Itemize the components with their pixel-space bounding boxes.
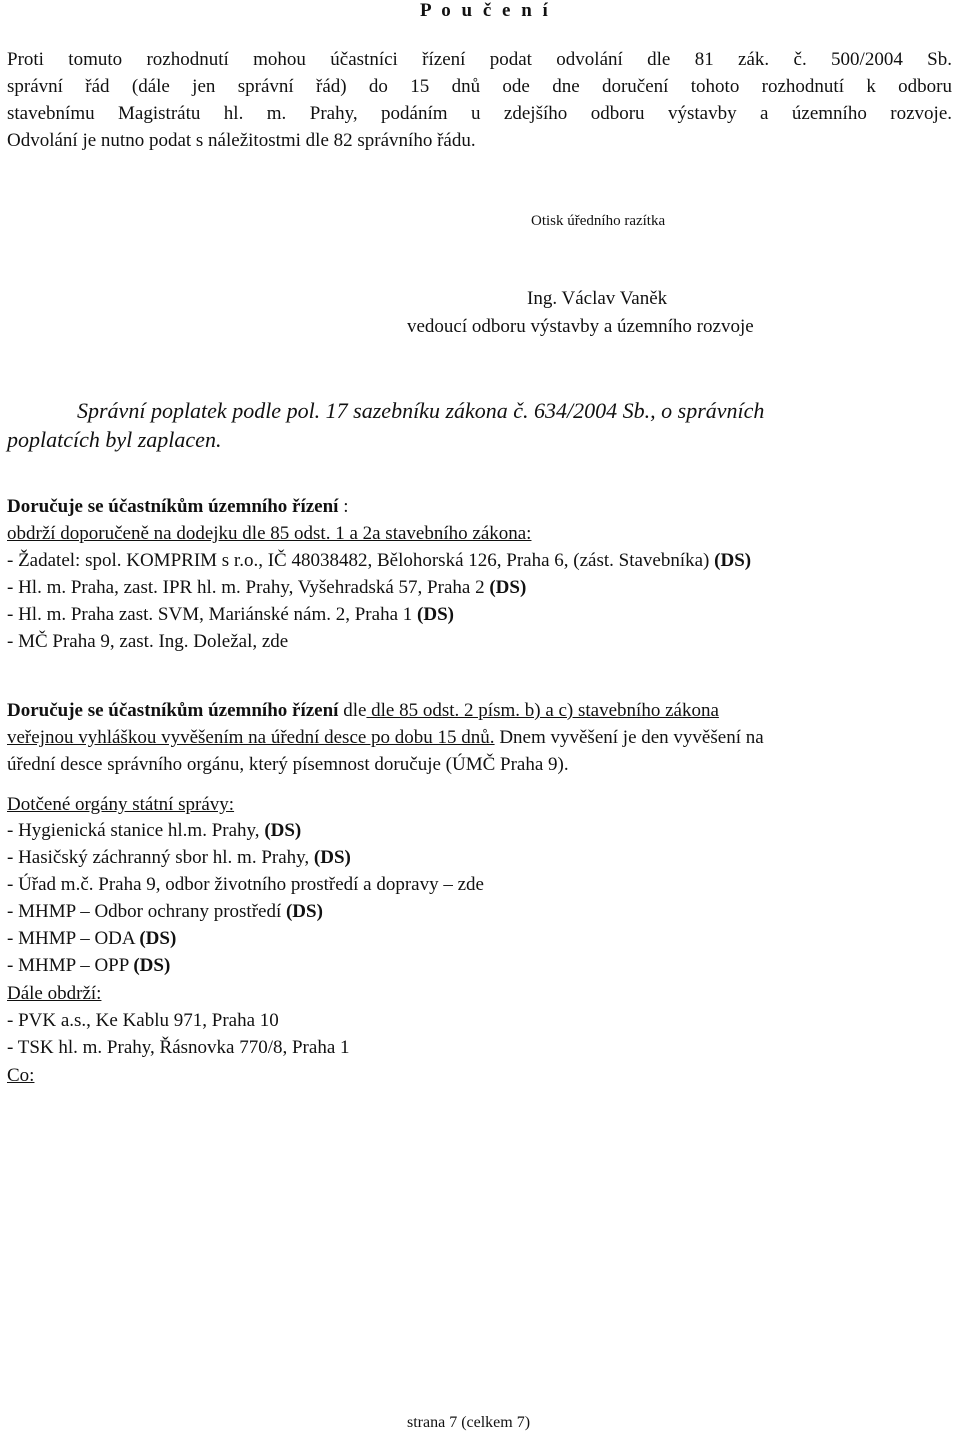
public-delivery-line-2: veřejnou vyhláškou vyvěšením na úřední desce po dobu 15 dnů. Dnem vyvěšení je den vyvěšení na [7, 727, 764, 748]
delivery-heading-rest: : [338, 496, 349, 517]
list-item: - TSK hl. m. Prahy, Řásnovka 770/8, Praha 1 [7, 1037, 350, 1058]
delivery-heading [7, 496, 348, 518]
list-item: - Hl. m. Praha zast. SVM, Mariánské nám. 2, Praha 1 (DS) [7, 604, 454, 625]
list-item: - Žadatel: spol. KOMPRIM s r.o., IČ 48038482, Bělohorská 126, Praha 6, (zást. Stavebníka) (DS) [7, 550, 752, 571]
list-item: - Hl. m. Praha, zast. IPR hl. m. Prahy, Vyšehradská 57, Praha 2 (DS) [7, 577, 527, 598]
stamp-placeholder: Otisk úředního razítka [531, 213, 666, 229]
public-delivery-line-1: Doručuje se účastníkům územního řízení dle dle 85 odst. 2 písm. b) a c) stavebního zákona [7, 700, 719, 721]
list-item: - Hasičský záchranný sbor hl. m. Prahy, (DS) [7, 847, 351, 868]
copy-label: Co: [7, 1065, 35, 1086]
page-title: P o u č e n í [420, 0, 551, 21]
fee-line-1: Správní poplatek podle pol. 17 sazebníku zákona č. 634/2004 Sb., o správních [77, 398, 765, 423]
list-item: - MČ Praha 9, zast. Ing. Doležal, zde [7, 631, 289, 652]
others-heading: Dále obdrží: [7, 983, 102, 1004]
appeal-line-4: Odvolání je nutno podat s náležitostmi dle 82 správního řádu. [7, 130, 476, 151]
appeal-line-1: Proti tomuto rozhodnutí mohou účastníci řízení podat odvolání dle 81 zák. č. 500/2004 Sb. [7, 49, 952, 70]
list-item: - MHMP – OPP (DS) [7, 955, 171, 976]
appeal-line-2: správní řád (dále jen správní řád) do 15 dnů ode dne doručení tohoto rozhodnutí k odboru [7, 76, 952, 97]
list-item: - Hygienická stanice hl.m. Prahy, (DS) [7, 820, 302, 841]
fee-line-2: poplatcích byl zaplacen. [7, 427, 222, 452]
page-footer: strana 7 (celkem 7) [407, 1414, 531, 1431]
list-item: - Úřad m.č. Praha 9, odbor životního prostředí a dopravy – zde [7, 874, 484, 895]
appeal-line-3: stavebnímu Magistrátu hl. m. Prahy, podáním u zdejšího odboru výstavby a územního rozvoje. [7, 103, 952, 124]
public-delivery-line-3: úřední desce správního orgánu, který písemnost doručuje (ÚMČ Praha 9). [7, 754, 569, 775]
delivery-heading-bold: Doručuje se účastníkům územního řízení [7, 496, 339, 517]
list-item: - MHMP – Odbor ochrany prostředí (DS) [7, 901, 323, 922]
authorities-heading: Dotčené orgány státní správy: [7, 794, 235, 815]
delivery-sub: obdrží doporučeně na dodejku dle 85 odst. 1 a 2a stavebního zákona: [7, 523, 532, 544]
list-item: - MHMP – ODA (DS) [7, 928, 177, 949]
signatory-name: Ing. Václav Vaněk [527, 288, 668, 309]
list-item: - PVK a.s., Ke Kablu 971, Praha 10 [7, 1010, 279, 1031]
signatory-role: vedoucí odboru výstavby a územního rozvoje [407, 316, 754, 337]
